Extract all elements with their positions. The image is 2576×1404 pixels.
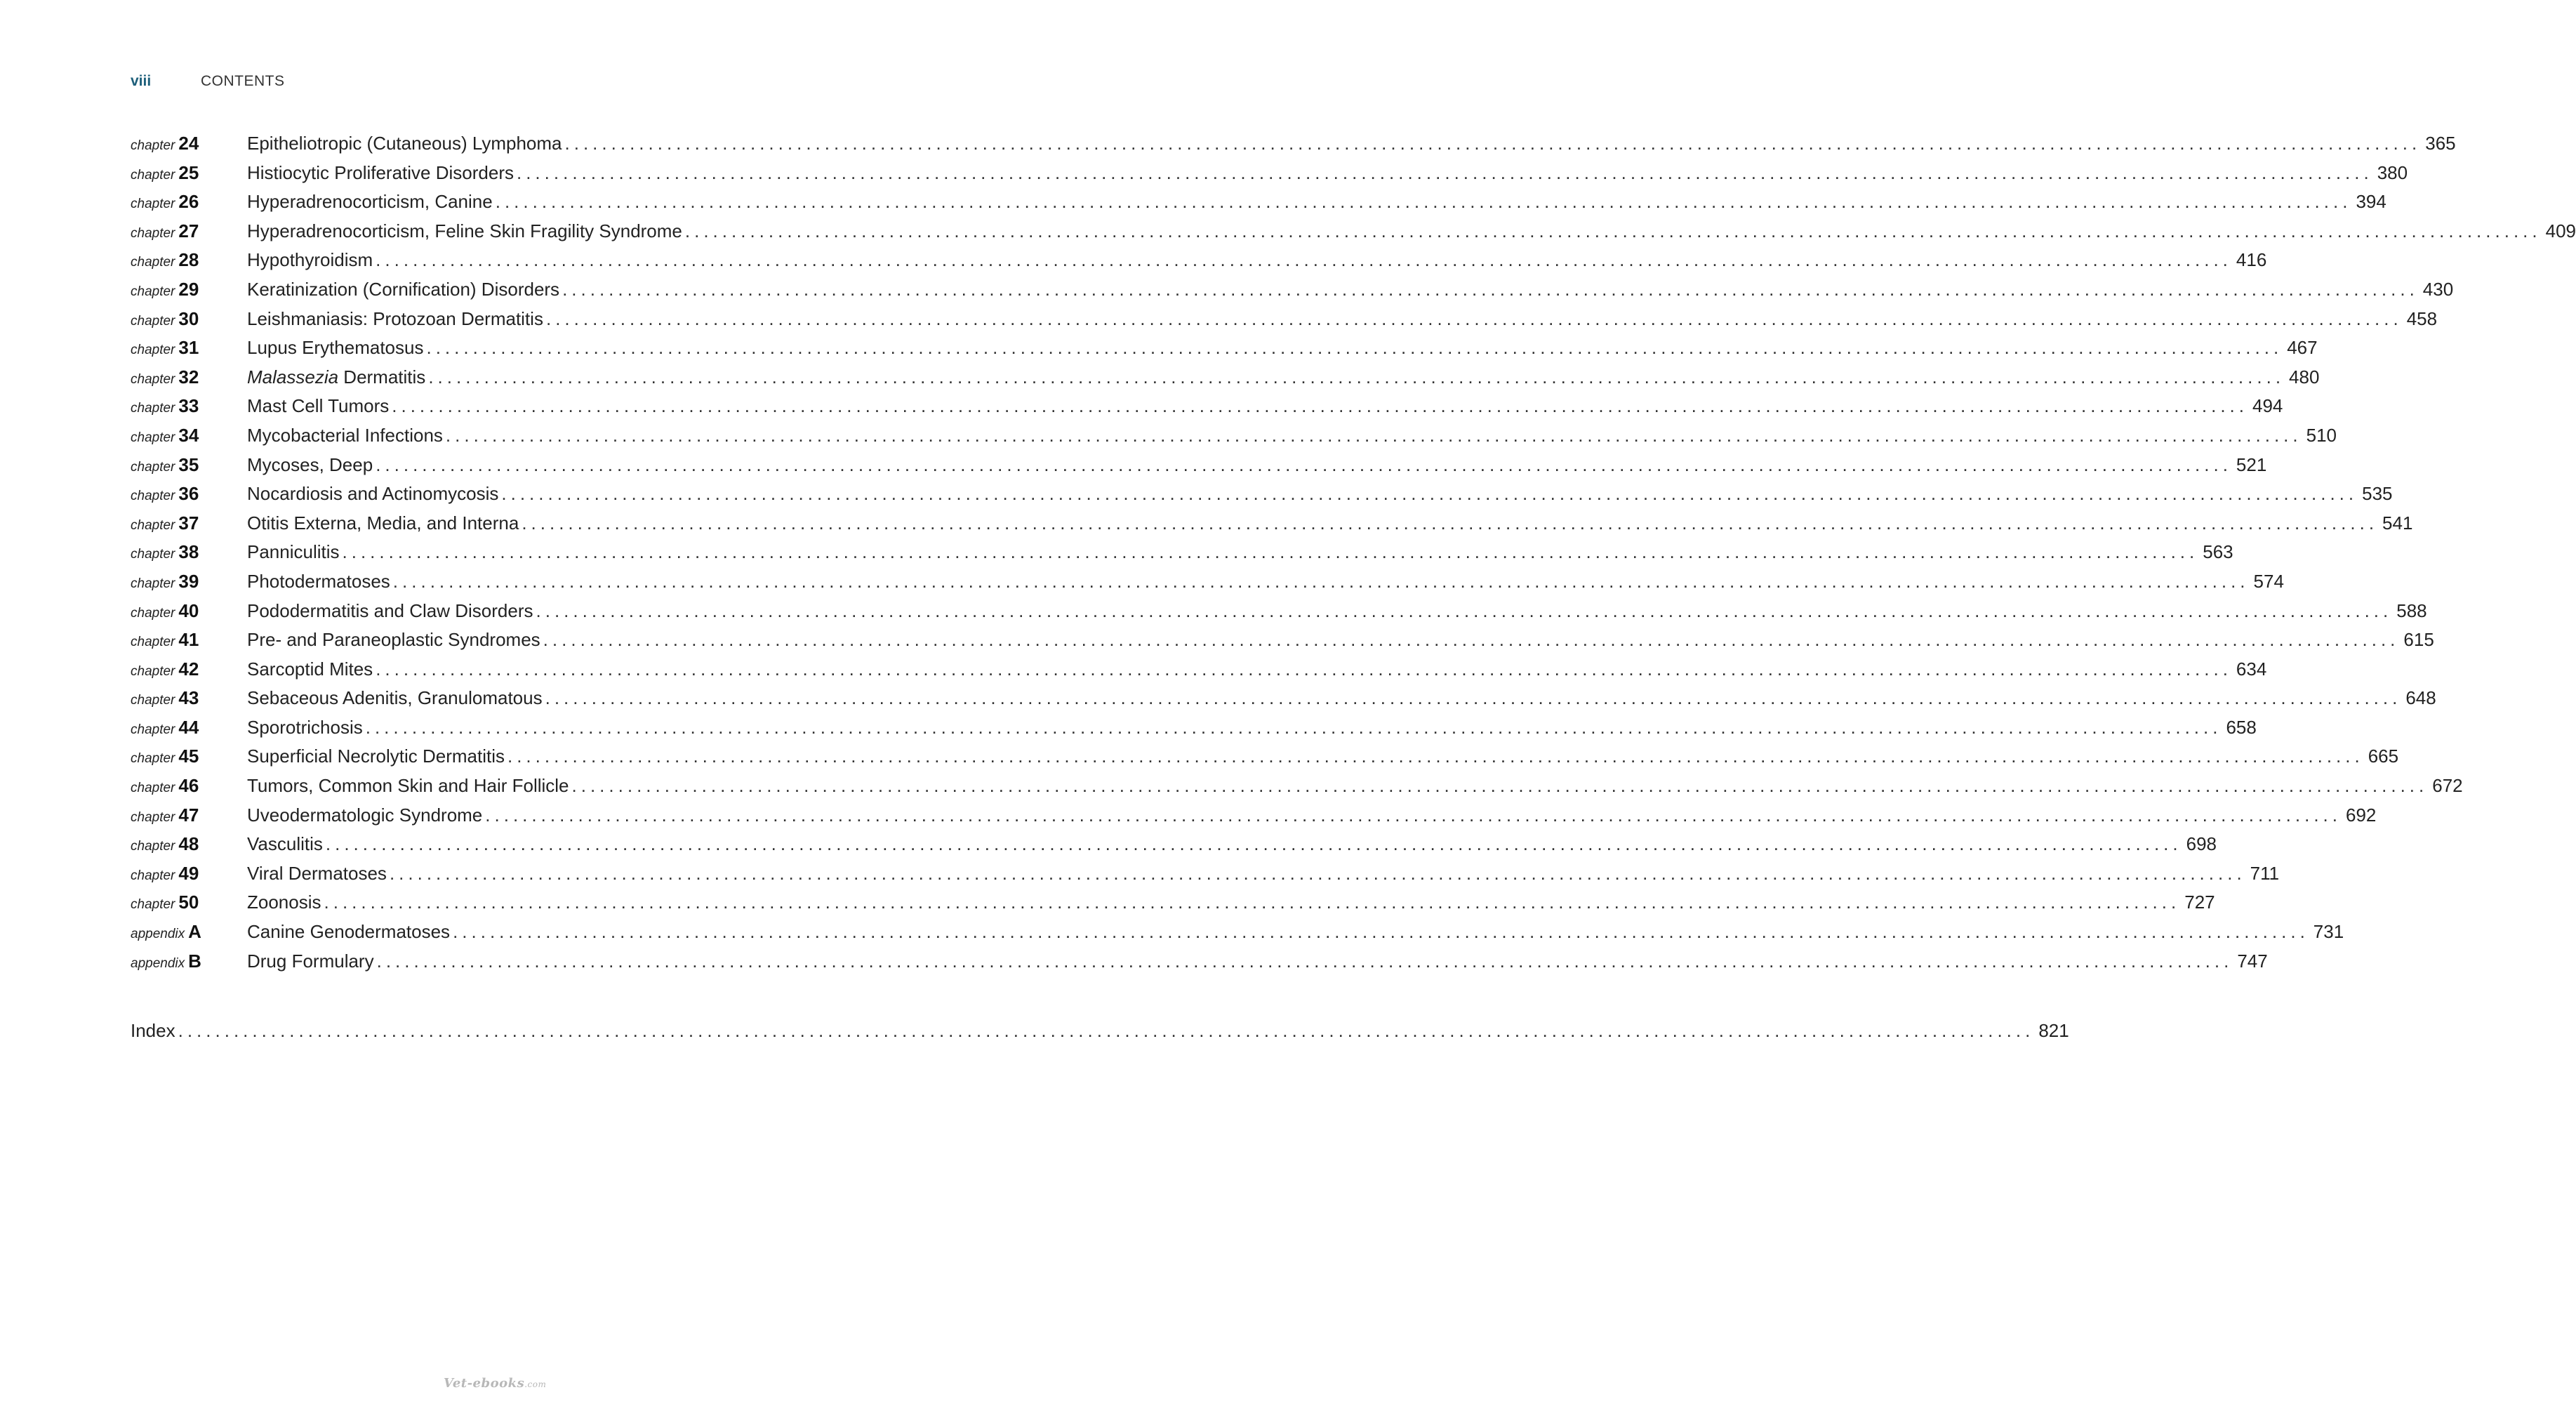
toc-entry-title xyxy=(247,742,507,771)
toc-entry-number: 32 xyxy=(178,366,199,388)
toc-entry-kind: appendix xyxy=(131,927,185,942)
toc-entry-title-text: Sarcoptid Mites xyxy=(247,658,373,680)
dot-leader: ........................................................................................................................................................................................................ xyxy=(178,1020,2035,1041)
toc-entry-number: 43 xyxy=(178,687,199,709)
toc-entry-label xyxy=(131,159,247,191)
toc-entry-page: 510 xyxy=(2306,424,2337,446)
toc-entry-title-text: Drug Formulary xyxy=(247,950,374,972)
toc-entry-page: 648 xyxy=(2405,687,2436,709)
toc-entry[interactable] xyxy=(131,567,2284,597)
toc-entry-page: 665 xyxy=(2368,746,2399,767)
toc-entry-title-text: Photodermatoses xyxy=(247,570,390,592)
toc-entry-number: 46 xyxy=(178,775,199,797)
toc-entry-title-text: Lupus Erythematosus xyxy=(247,337,424,359)
toc-entry-number: 50 xyxy=(178,892,199,913)
toc-entry[interactable] xyxy=(131,538,2233,567)
toc-entry-number: 33 xyxy=(178,395,199,417)
toc-entry-title xyxy=(247,129,565,159)
toc-entry-number: 40 xyxy=(178,600,199,621)
toc-entry-number: 48 xyxy=(178,833,199,855)
toc-entry-kind: chapter xyxy=(131,517,175,533)
toc-entry-kind: chapter xyxy=(131,781,175,796)
toc-entry-kind: chapter xyxy=(131,605,175,621)
page-header xyxy=(131,73,285,94)
toc-entry-kind: chapter xyxy=(131,284,175,299)
toc-entry-title-text: Epitheliotropic (Cutaneous) Lymphoma xyxy=(247,133,562,154)
dot-leader: ........................................................................................................................................................................................................ xyxy=(564,133,2422,154)
toc-entry-kind: chapter xyxy=(131,547,175,562)
toc-entry[interactable] xyxy=(131,713,2257,743)
toc-entry[interactable] xyxy=(131,217,2576,246)
index-title: Index xyxy=(131,1020,175,1041)
toc-entry-title xyxy=(247,918,453,947)
toc-entry-number: 42 xyxy=(178,658,199,680)
toc-entry-label xyxy=(131,305,247,337)
toc-entry[interactable] xyxy=(131,333,2318,363)
toc-entry-label xyxy=(131,421,247,453)
toc-entry-title xyxy=(247,947,377,976)
dot-leader: ........................................................................................................................................................................................................ xyxy=(495,191,2352,213)
toc-entry-title xyxy=(247,392,392,421)
toc-entry-page: 698 xyxy=(2186,833,2217,855)
toc-entry-title-text: Mycobacterial Infections xyxy=(247,424,443,446)
toc-entry-kind: chapter xyxy=(131,167,175,183)
toc-entry-title xyxy=(247,713,366,743)
toc-entry-page: 588 xyxy=(2396,600,2427,621)
watermark-logo: Vet-ebooks.com xyxy=(444,1376,547,1391)
toc-entry[interactable] xyxy=(131,275,2454,305)
toc-entry-page: 747 xyxy=(2237,950,2268,972)
toc-entry-page: 563 xyxy=(2203,541,2233,563)
toc-entry-label xyxy=(131,742,247,774)
toc-entry[interactable] xyxy=(131,947,2268,976)
toc-entry-kind: chapter xyxy=(131,255,175,270)
toc-entry-title xyxy=(247,451,376,480)
toc-entry-title xyxy=(247,859,390,889)
toc-entry-page: 731 xyxy=(2313,921,2344,943)
toc-entry[interactable] xyxy=(131,597,2427,626)
toc-entry-kind: chapter xyxy=(131,751,175,767)
dot-leader: ........................................................................................................................................................................................................ xyxy=(392,570,2250,592)
toc-entry-kind: chapter xyxy=(131,138,175,153)
toc-entry-page: 711 xyxy=(2250,862,2280,884)
dot-leader: ........................................................................................................................................................................................................ xyxy=(376,950,2233,972)
dot-leader: ........................................................................................................................................................................................................ xyxy=(543,629,2400,651)
toc-entry[interactable] xyxy=(131,859,2280,889)
toc-entry-number: 30 xyxy=(178,307,199,329)
toc-entry-label xyxy=(131,509,247,541)
toc-entry-number: 49 xyxy=(178,862,199,884)
toc-entry-number: 28 xyxy=(178,249,199,271)
toc-entry-label xyxy=(131,597,247,629)
toc-entry-label xyxy=(131,246,247,278)
index-page: 821 xyxy=(2038,1020,2069,1041)
dot-leader: ........................................................................................................................................................................................................ xyxy=(445,424,2302,446)
toc-entry-title xyxy=(247,801,485,830)
toc-entry-kind: chapter xyxy=(131,693,175,708)
dot-leader: ........................................................................................................................................................................................................ xyxy=(376,453,2232,475)
dot-leader: ........................................................................................................................................................................................................ xyxy=(325,833,2182,855)
toc-entry-label xyxy=(131,684,247,716)
toc-entry-kind: chapter xyxy=(131,225,175,241)
dot-leader: ........................................................................................................................................................................................................ xyxy=(365,716,2222,738)
toc-entry-title xyxy=(247,684,545,713)
toc-entry-title xyxy=(247,305,546,334)
toc-entry[interactable] xyxy=(131,771,2463,801)
toc-entry-label xyxy=(131,538,247,570)
toc-entry-title xyxy=(247,159,517,188)
toc-entry-title xyxy=(247,538,343,567)
toc-entry-page: 541 xyxy=(2382,512,2413,534)
toc-entry-kind: appendix xyxy=(131,955,185,971)
toc-entry-title-text: Histiocytic Proliferative Disorders xyxy=(247,161,514,183)
toc-entry-kind: chapter xyxy=(131,576,175,591)
toc-entry-label xyxy=(131,888,247,920)
toc-entry-number: 36 xyxy=(178,483,199,505)
toc-entry-label xyxy=(131,129,247,161)
toc-entry-title-text: Mast Cell Tumors xyxy=(247,395,390,417)
toc-entry[interactable] xyxy=(131,655,2267,684)
toc-entry-number: 41 xyxy=(178,629,199,651)
toc-entry-label xyxy=(131,713,247,746)
dot-leader: ........................................................................................................................................................................................................ xyxy=(545,687,2402,709)
dot-leader: ........................................................................................................................................................................................................ xyxy=(684,220,2542,241)
toc-entry-label xyxy=(131,625,247,658)
toc-entry-title-text: Keratinization (Cornification) Disorders xyxy=(247,278,560,300)
dot-leader: ........................................................................................................................................................................................................ xyxy=(562,278,2419,300)
toc-entry-page: 692 xyxy=(2346,804,2377,826)
toc-entry-title-text: Mycoses, Deep xyxy=(247,453,373,475)
toc-entry[interactable] xyxy=(131,159,2408,188)
toc-entry-number: 47 xyxy=(178,804,199,826)
dot-leader: ........................................................................................................................................................................................................ xyxy=(376,249,2232,271)
toc-entry-number: 37 xyxy=(178,512,199,534)
toc-entry-number: 35 xyxy=(178,453,199,475)
toc-entry-title xyxy=(247,655,376,684)
toc-entry-title-text: Hypothyroidism xyxy=(247,249,373,271)
dot-leader: ........................................................................................................................................................................................................ xyxy=(389,862,2246,884)
dot-leader: ........................................................................................................................................................................................................ xyxy=(545,307,2403,329)
toc-entry-number: 31 xyxy=(178,337,199,359)
toc-entry-kind: chapter xyxy=(131,343,175,358)
toc-entry[interactable] xyxy=(131,305,2438,334)
toc-entry-kind: chapter xyxy=(131,722,175,737)
toc-entry-number: 45 xyxy=(178,746,199,767)
dot-leader: ........................................................................................................................................................................................................ xyxy=(516,161,2373,183)
toc-entry-label xyxy=(131,479,247,512)
toc-entry-label xyxy=(131,918,247,950)
toc-entry-title xyxy=(247,187,496,217)
toc-entry[interactable] xyxy=(131,742,2399,771)
toc-entry-label xyxy=(131,655,247,687)
toc-entry-title xyxy=(247,333,426,363)
toc-entry-title-text: Leishmaniasis: Protozoan Dermatitis xyxy=(247,307,543,329)
toc-entry-page: 727 xyxy=(2184,892,2215,913)
toc-entry-number: 38 xyxy=(178,541,199,563)
toc-entry-page: 672 xyxy=(2432,775,2463,797)
toc-entry-title xyxy=(247,246,376,275)
toc-entry-title-text: Superficial Necrolytic Dermatitis xyxy=(247,746,505,767)
toc-entry[interactable] xyxy=(131,801,2377,830)
toc-entry-title xyxy=(247,275,562,305)
toc-entry-kind: chapter xyxy=(131,401,175,416)
toc-entry-title-text: Vasculitis xyxy=(247,833,323,855)
toc-entry-label xyxy=(131,567,247,600)
toc-entry-kind: chapter xyxy=(131,313,175,329)
toc-entry-title-text: Pododermatitis and Claw Disorders xyxy=(247,600,533,621)
toc-entry-title xyxy=(247,597,536,626)
toc-entry-kind: chapter xyxy=(131,868,175,883)
dot-leader: ........................................................................................................................................................................................................ xyxy=(571,775,2429,797)
toc-entry[interactable] xyxy=(131,187,2386,217)
toc-entry-number: 27 xyxy=(178,220,199,241)
toc-entry-number: A xyxy=(188,921,201,943)
dot-leader: ........................................................................................................................................................................................................ xyxy=(342,541,2199,563)
dot-leader: ........................................................................................................................................................................................................ xyxy=(428,366,2285,388)
toc-entry-label xyxy=(131,275,247,307)
toc-entry-page: 458 xyxy=(2406,307,2438,329)
toc-entry-page: 658 xyxy=(2226,716,2257,738)
dot-leader: ........................................................................................................................................................................................................ xyxy=(392,395,2248,417)
toc-entry-page: 380 xyxy=(2377,161,2408,183)
toc-entry-title xyxy=(247,509,522,538)
toc-entry-label xyxy=(131,363,247,395)
dot-leader: ........................................................................................................................................................................................................ xyxy=(501,483,2358,505)
toc-entry-number: 29 xyxy=(178,278,199,300)
toc-entry-label xyxy=(131,333,247,366)
toc-entry-title xyxy=(247,888,324,918)
toc-entry-page: 535 xyxy=(2362,483,2393,505)
toc-entry-label xyxy=(131,392,247,424)
toc-entry-title-text: Dermatitis xyxy=(338,366,426,388)
dot-leader: ........................................................................................................................................................................................................ xyxy=(485,804,2342,826)
toc-entry-kind: chapter xyxy=(131,430,175,445)
toc-entry-title xyxy=(247,363,428,392)
toc-entry-kind: chapter xyxy=(131,197,175,212)
dot-leader: ........................................................................................................................................................................................................ xyxy=(426,337,2283,359)
toc-entry-title xyxy=(247,479,501,509)
toc-entry-label xyxy=(131,830,247,862)
toc-entry-kind: chapter xyxy=(131,489,175,504)
toc-entry-title-text: Zoonosis xyxy=(247,892,321,913)
toc-entry-title xyxy=(247,421,446,451)
toc-entry-page: 615 xyxy=(2403,629,2434,651)
toc-entry-title-text: Sporotrichosis xyxy=(247,716,363,738)
toc-entry-kind: chapter xyxy=(131,839,175,854)
toc-entry-label xyxy=(131,217,247,249)
toc-entry-page: 394 xyxy=(2356,191,2386,213)
toc-entry[interactable] xyxy=(131,392,2283,421)
toc-entry-label xyxy=(131,801,247,833)
toc-entry-title-text: Otitis Externa, Media, and Interna xyxy=(247,512,519,534)
toc-entry-title-text: Panniculitis xyxy=(247,541,340,563)
running-head: CONTENTS xyxy=(201,73,285,89)
dot-leader: ........................................................................................................................................................................................................ xyxy=(376,658,2232,680)
toc-entry-page: 430 xyxy=(2422,278,2454,300)
toc-entry-page: 574 xyxy=(2253,570,2284,592)
toc-entry-title-text: Viral Dermatoses xyxy=(247,862,387,884)
toc-index-entry[interactable] xyxy=(131,1016,2069,1046)
toc-entry[interactable] xyxy=(131,830,2217,859)
toc-entry-number: 24 xyxy=(178,133,199,154)
toc-entry-number: B xyxy=(188,950,201,972)
toc-entry-label xyxy=(131,771,247,804)
toc-entry[interactable] xyxy=(131,129,2456,159)
toc-entry-title-text: Pre- and Paraneoplastic Syndromes xyxy=(247,629,540,651)
toc-entry[interactable] xyxy=(131,918,2344,947)
toc-entry-number: 39 xyxy=(178,570,199,592)
page-number: viii xyxy=(131,73,152,89)
toc-entry[interactable] xyxy=(131,363,2320,392)
toc-entry-label xyxy=(131,187,247,220)
toc-entry-kind: chapter xyxy=(131,897,175,913)
toc-entry-page: 521 xyxy=(2236,453,2267,475)
toc-entry-number: 26 xyxy=(178,191,199,213)
toc-entry-title-text: Hyperadrenocorticism, Feline Skin Fragility Syndrome xyxy=(247,220,682,241)
toc-entry-label xyxy=(131,859,247,892)
toc-entry-title xyxy=(247,625,543,655)
toc-entry-title-text: Hyperadrenocorticism, Canine xyxy=(247,191,493,213)
table-of-contents xyxy=(131,129,2576,976)
toc-entry-number: 44 xyxy=(178,716,199,738)
toc-entry-kind: chapter xyxy=(131,635,175,650)
dot-leader: ........................................................................................................................................................................................................ xyxy=(453,921,2309,943)
toc-entry-page: 409 xyxy=(2545,220,2576,241)
toc-entry-title-text: Sebaceous Adenitis, Granulomatous xyxy=(247,687,543,709)
dot-leader: ........................................................................................................................................................................................................ xyxy=(324,892,2181,913)
toc-entry-kind: chapter xyxy=(131,663,175,679)
toc-entry-title-text: Nocardiosis and Actinomycosis xyxy=(247,483,499,505)
toc-entry-number: 25 xyxy=(178,161,199,183)
toc-entry[interactable] xyxy=(131,684,2436,713)
toc-entry-title xyxy=(247,830,326,859)
toc-entry[interactable] xyxy=(131,888,2215,918)
toc-entry[interactable] xyxy=(131,625,2434,655)
toc-entry-number: 34 xyxy=(178,424,199,446)
toc-entry-kind: chapter xyxy=(131,371,175,387)
toc-entry-title xyxy=(247,567,393,597)
toc-entry-title xyxy=(247,217,685,246)
toc-entry-page: 634 xyxy=(2236,658,2267,680)
toc-entry-title-text: Uveodermatologic Syndrome xyxy=(247,804,483,826)
dot-leader: ........................................................................................................................................................................................................ xyxy=(507,746,2364,767)
toc-entry-page: 467 xyxy=(2287,337,2318,359)
toc-entry-page: 416 xyxy=(2236,249,2267,271)
toc-entry-label xyxy=(131,451,247,483)
toc-entry-title xyxy=(247,771,572,801)
toc-entry[interactable] xyxy=(131,451,2267,480)
toc-entry-label xyxy=(131,947,247,979)
toc-entry-kind: chapter xyxy=(131,809,175,825)
dot-leader: ........................................................................................................................................................................................................ xyxy=(536,600,2393,621)
toc-entry-page: 494 xyxy=(2252,395,2283,417)
dot-leader: ........................................................................................................................................................................................................ xyxy=(522,512,2379,534)
toc-entry-title-text: Tumors, Common Skin and Hair Follicle xyxy=(247,775,569,797)
toc-entry[interactable] xyxy=(131,421,2337,451)
toc-entry-page: 365 xyxy=(2425,133,2456,154)
toc-entry-page: 480 xyxy=(2289,366,2320,388)
toc-entry-title-text: Canine Genodermatoses xyxy=(247,921,451,943)
toc-entry[interactable] xyxy=(131,509,2413,538)
toc-entry-kind: chapter xyxy=(131,459,175,475)
toc-entry-title-italic: Malassezia xyxy=(247,366,339,388)
toc-entry[interactable] xyxy=(131,479,2393,509)
toc-entry[interactable] xyxy=(131,246,2267,275)
